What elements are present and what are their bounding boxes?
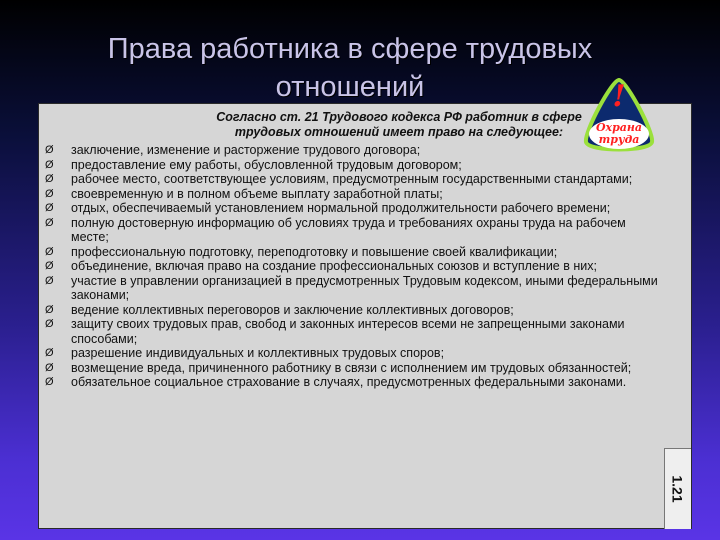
content-panel xyxy=(38,103,692,529)
list-item xyxy=(39,172,659,187)
list-item xyxy=(39,158,659,173)
slide-title: Права работника в сфере трудовых отношений xyxy=(107,33,593,103)
arrow-bullet-icon: Ø xyxy=(45,187,54,200)
list-item xyxy=(39,375,659,390)
list-item xyxy=(39,259,659,274)
rights-list xyxy=(39,143,659,390)
list-item-text: участие в управлении организацией в предусмотренных Трудовым кодексом, иными федеральными законами; xyxy=(71,273,658,302)
badge-line-2: труда xyxy=(598,133,640,146)
slide-number-tab xyxy=(664,448,691,529)
arrow-bullet-icon: Ø xyxy=(45,245,54,258)
exclamation-mark: ! xyxy=(612,79,626,114)
list-item xyxy=(39,187,659,202)
arrow-bullet-icon: Ø xyxy=(45,216,54,229)
arrow-bullet-icon: Ø xyxy=(45,318,54,330)
list-item-text: заключение, изменение и расторжение трудового договора; xyxy=(71,143,421,157)
list-item-text: полную достоверную информацию об условиях труда и требованиях охраны труда на рабочем месте; xyxy=(71,215,626,244)
list-item xyxy=(39,317,659,346)
list-item xyxy=(39,303,659,318)
slide-number: 1.21 xyxy=(670,475,686,503)
arrow-bullet-icon: Ø xyxy=(45,158,54,171)
badge-line-1: Охрана xyxy=(595,121,643,134)
list-item-text: обязательное социальное страхование в случаях, предусмотренных федеральными законами. xyxy=(71,375,627,389)
list-item-text: предоставление ему работы, обусловленной трудовым договором; xyxy=(71,157,462,172)
list-item xyxy=(39,274,659,303)
list-item-text: профессиональную подготовку, переподготовку и повышение своей квалификации; xyxy=(71,244,558,259)
intro-text: Согласно ст. 21 Трудового кодекса РФ работник в сфере трудовых отношений имеет право на следующее: xyxy=(216,110,582,139)
list-item-text: рабочее место, соответствующее условиям, предусмотренным государственными стандартами; xyxy=(71,172,633,186)
list-item xyxy=(39,346,659,361)
list-item xyxy=(39,143,659,158)
arrow-bullet-icon: Ø xyxy=(45,144,54,156)
labor-safety-badge xyxy=(580,76,658,156)
arrow-bullet-icon: Ø xyxy=(45,361,54,374)
list-item xyxy=(39,201,659,216)
list-item-text: защиту своих трудовых прав, свобод и законных интересов всеми не запрещенными законами способами; xyxy=(71,317,625,346)
list-item-text: объединение, включая право на создание профессиональных союзов и вступление в них; xyxy=(71,259,597,273)
arrow-bullet-icon: Ø xyxy=(45,376,54,388)
list-item-text: возмещение вреда, причиненного работнику в связи с исполнением им трудовых обязанностей; xyxy=(71,360,632,375)
arrow-bullet-icon: Ø xyxy=(45,303,54,316)
list-item-text: разрешение индивидуальных и коллективных трудовых споров; xyxy=(71,346,445,360)
list-item xyxy=(39,361,659,376)
arrow-bullet-icon: Ø xyxy=(45,347,54,359)
arrow-bullet-icon: Ø xyxy=(45,260,54,272)
arrow-bullet-icon: Ø xyxy=(45,202,54,214)
arrow-bullet-icon: Ø xyxy=(45,274,54,287)
list-item-text: отдых, обеспечиваемый установлением нормальной продолжительности рабочего времени; xyxy=(71,201,611,215)
list-item-text: своевременную и в полном объеме выплату заработной платы; xyxy=(71,186,443,201)
list-item-text: ведение коллективных переговоров и заключение коллективных договоров; xyxy=(71,302,514,317)
list-item xyxy=(39,216,659,245)
list-item xyxy=(39,245,659,260)
arrow-bullet-icon: Ø xyxy=(45,173,54,185)
